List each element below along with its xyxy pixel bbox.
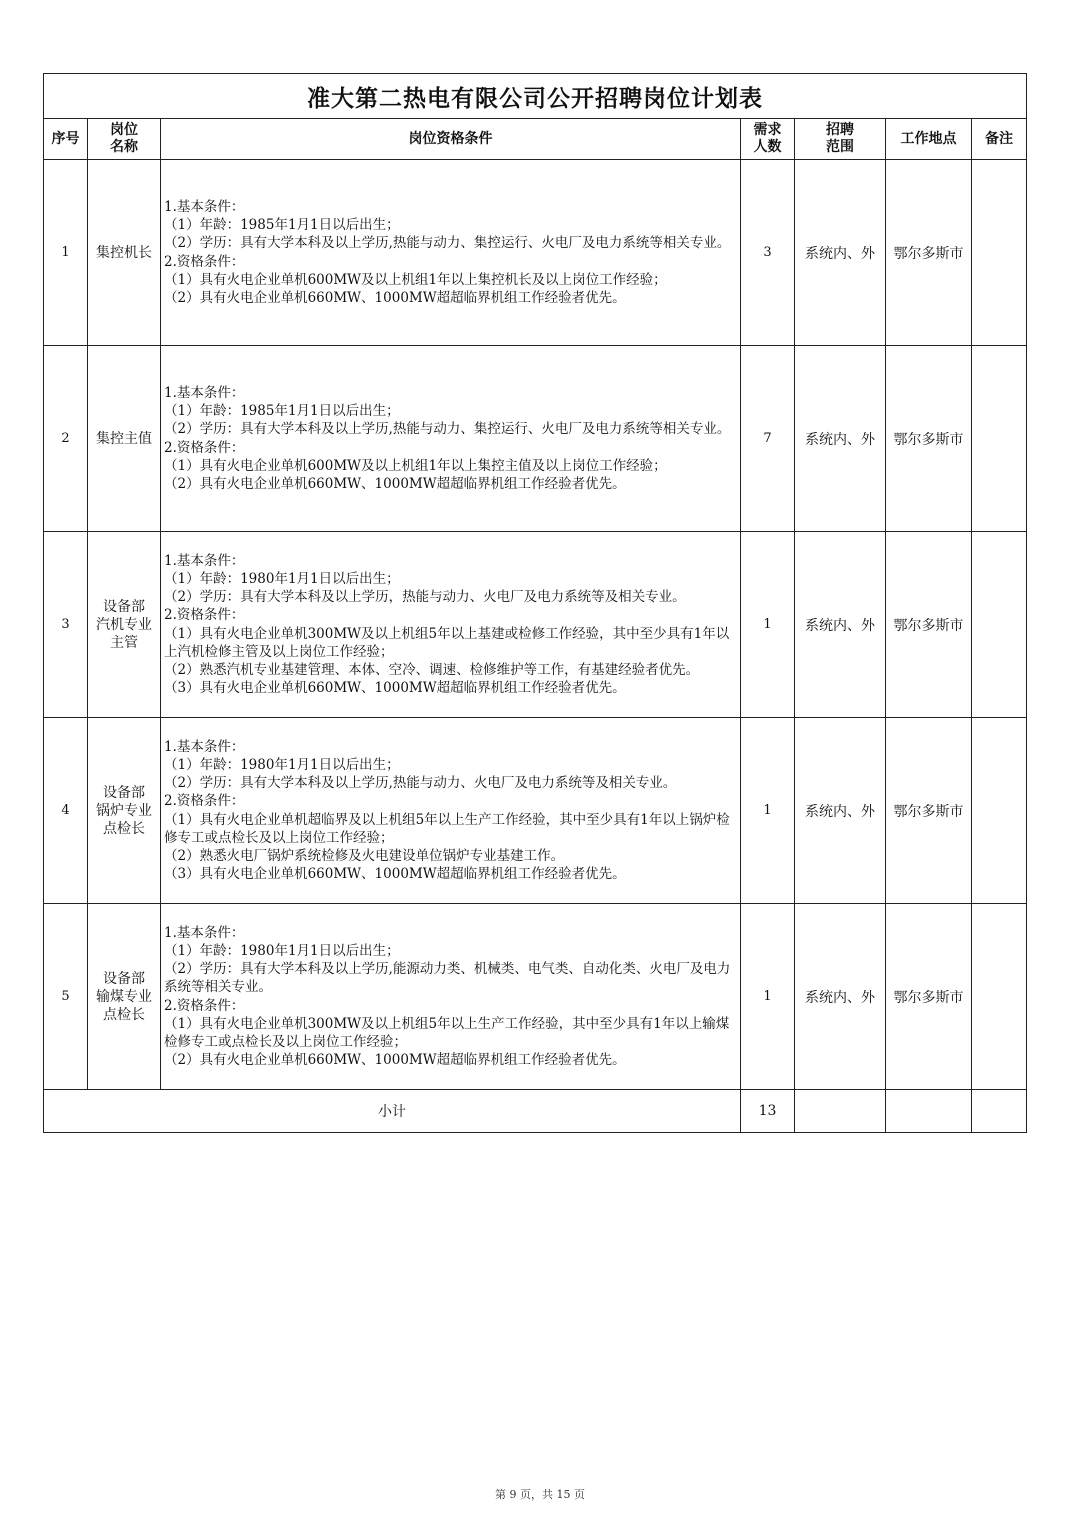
row-scope: 系统内、外 [795,532,886,718]
row-location: 鄂尔多斯市 [886,160,972,346]
row-remarks [972,904,1027,1090]
position-name-line: 集控机长 [96,244,152,261]
header-scope [795,119,886,160]
requirement-line: （2）学历：具有大学本科及以上学历,热能与动力、火电厂及电力系统等及相关专业。 [164,775,677,792]
total-label: 小计 [44,1090,741,1133]
row-count: 1 [741,532,795,718]
total-scope-empty [795,1090,886,1133]
position-name-line: 点检长 [103,820,145,837]
requirement-line: （2）熟悉汽机专业基建管理、本体、空冷、调速、检修维护等工作，有基建经验者优先。 [164,661,700,678]
requirement-line: （2）具有火电企业单机660MW、1000MW超超临界机组工作经验者优先。 [164,475,626,492]
requirement-line: （2）学历：具有大学本科及以上学历,能源动力类、机械类、电气类、自动化类、火电厂及电力系统等相关专业。 [164,961,731,996]
row-requirements [161,532,741,718]
row-scope: 系统内、外 [795,718,886,904]
requirement-line: 1.基本条件： [164,198,245,215]
header-name-line2: 名称 [110,139,138,155]
row-remarks [972,160,1027,346]
requirement-line: 2.资格条件： [164,997,245,1014]
position-name-line: 点检长 [103,1006,145,1023]
row-seq: 4 [44,718,88,904]
row-seq: 3 [44,532,88,718]
position-name-line: 设备部 [103,598,145,615]
requirement-line: （1）具有火电企业单机600MW及以上机组1年以上集控主值及以上岗位工作经验； [164,457,667,474]
requirement-line: （1）具有火电企业单机300MW及以上机组5年以上基建或检修工作经验，其中至少具有1年以上汽机检修主管及以上岗位工作经验； [164,625,730,660]
row-location: 鄂尔多斯市 [886,346,972,532]
requirement-line: （3）具有火电企业单机660MW、1000MW超超临界机组工作经验者优先。 [164,680,626,697]
requirement-line: （1）具有火电企业单机600MW及以上机组1年以上集控机长及以上岗位工作经验； [164,271,667,288]
row-seq: 2 [44,346,88,532]
position-name-line: 设备部 [103,970,145,987]
row-count: 7 [741,346,795,532]
row-requirements [161,718,741,904]
requirement-line: 2.资格条件： [164,793,245,810]
requirement-line: （1）年龄：1980年1月1日以后出生； [164,942,400,959]
total-remarks-empty [972,1090,1027,1133]
position-name-line: 主管 [110,634,138,651]
page-footer: 第 9 页，共 15 页 [495,1488,585,1501]
header-seq: 序号 [44,119,88,160]
row-position-name [88,718,161,904]
row-scope: 系统内、外 [795,904,886,1090]
table-row [44,160,1027,346]
requirement-line: 2.资格条件： [164,253,245,270]
row-position-name [88,532,161,718]
row-location: 鄂尔多斯市 [886,904,972,1090]
header-count-line2: 人数 [753,139,782,155]
header-location: 工作地点 [886,119,972,160]
requirement-line: 1.基本条件： [164,924,245,941]
requirement-line: （1）年龄：1985年1月1日以后出生； [164,403,400,420]
requirement-line: 2.资格条件： [164,439,245,456]
table-row [44,346,1027,532]
total-row [44,1090,1027,1133]
total-count: 13 [741,1090,795,1133]
row-position-name [88,904,161,1090]
requirement-line: （2）学历：具有大学本科及以上学历,热能与动力、集控运行、火电厂及电力系统等相关专业。 [164,421,731,438]
row-seq: 5 [44,904,88,1090]
table-row [44,904,1027,1090]
requirement-line: （2）学历：具有大学本科及以上学历,热能与动力、集控运行、火电厂及电力系统等相关专业。 [164,235,731,252]
requirement-line: （3）具有火电企业单机660MW、1000MW超超临界机组工作经验者优先。 [164,866,626,883]
requirement-line: 1.基本条件： [164,552,245,569]
header-name-line1: 岗位 [110,122,138,138]
requirement-line: 1.基本条件： [164,738,245,755]
row-requirements [161,346,741,532]
row-position-name [88,160,161,346]
row-location: 鄂尔多斯市 [886,718,972,904]
row-scope: 系统内、外 [795,160,886,346]
table-row [44,718,1027,904]
row-position-name [88,346,161,532]
requirement-line: （2）熟悉火电厂锅炉系统检修及火电建设单位锅炉专业基建工作。 [164,847,565,864]
row-seq: 1 [44,160,88,346]
row-requirements [161,160,741,346]
header-scope-line2: 范围 [826,139,854,155]
requirement-line: （2）具有火电企业单机660MW、1000MW超超临界机组工作经验者优先。 [164,289,626,306]
requirement-line: （1）年龄：1985年1月1日以后出生； [164,217,400,234]
header-requirements: 岗位资格条件 [161,119,741,160]
position-name-line: 汽机专业 [96,616,152,633]
row-count: 1 [741,904,795,1090]
position-name-line: 输煤专业 [96,988,152,1005]
header-count [741,119,795,160]
row-location: 鄂尔多斯市 [886,532,972,718]
position-name-line: 集控主值 [96,430,152,447]
row-count: 3 [741,160,795,346]
row-remarks [972,346,1027,532]
row-remarks [972,532,1027,718]
requirement-line: （1）年龄：1980年1月1日以后出生； [164,756,400,773]
total-location-empty [886,1090,972,1133]
requirement-line: （2）具有火电企业单机660MW、1000MW超超临界机组工作经验者优先。 [164,1052,626,1069]
row-remarks [972,718,1027,904]
requirement-line: （1）具有火电企业单机超临界及以上机组5年以上生产工作经验，其中至少具有1年以上锅炉检修专工或点检长及以上岗位工作经验； [164,811,730,846]
header-count-line1: 需求 [753,122,782,138]
requirement-line: 1.基本条件： [164,384,245,401]
table-row [44,532,1027,718]
header-remarks: 备注 [972,119,1027,160]
position-name-line: 锅炉专业 [96,802,152,819]
requirement-line: 2.资格条件： [164,607,245,624]
requirement-line: （2）学历：具有大学本科及以上学历，热能与动力、火电厂及电力系统等及相关专业。 [164,589,686,606]
header-row [44,119,1027,160]
recruitment-plan-table [43,73,1027,1133]
row-scope: 系统内、外 [795,346,886,532]
requirement-line: （1）具有火电企业单机300MW及以上机组5年以上生产工作经验，其中至少具有1年以上输煤检修专工或点检长及以上岗位工作经验； [164,1015,730,1050]
header-scope-line1: 招聘 [826,122,854,138]
table-title: 准大第二热电有限公司公开招聘岗位计划表 [44,74,1027,119]
position-name-line: 设备部 [103,784,145,801]
row-count: 1 [741,718,795,904]
header-position-name [88,119,161,160]
requirement-line: （1）年龄：1980年1月1日以后出生； [164,570,400,587]
row-requirements [161,904,741,1090]
